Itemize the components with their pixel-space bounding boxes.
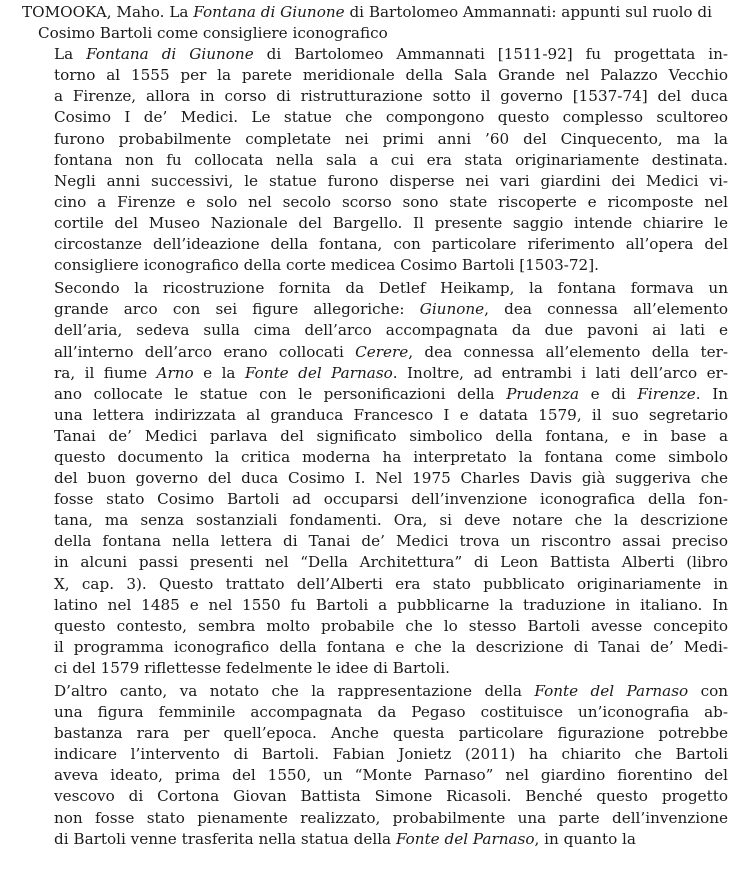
text-run: , dea connessa all’elemento	[484, 300, 728, 319]
text-line	[38, 786, 728, 807]
text-run: furono probabilmente completate nei primi anni ’60 del Cinquecento, ma la	[54, 129, 728, 148]
text-run: latino nel 1485 e nel 1550 fu Bartoli a pubblicarne la traduzione in italiano. In	[54, 595, 728, 614]
text-run: del buon governo del duca Cosimo I. Nel 1975 Charles Davis già suggeriva che	[54, 469, 728, 488]
text-run: Secondo la ricostruzione fornita da Detlef Heikamp, la fontana formava un	[54, 279, 728, 298]
text-run: torno al 1555 per la parete meridionale della Sala Grande nel Palazzo Vecchio	[54, 66, 728, 85]
text-run: dell’aria, sedeva sulla cima dell’arco accompagnata da due pavoni ai lati e	[54, 321, 728, 340]
text-run: e di	[579, 384, 638, 403]
italic-run: Fontana di Giunone	[86, 45, 254, 64]
italic-run: Fonte del Parnaso	[534, 682, 689, 700]
text-line	[38, 808, 728, 829]
text-run: La	[54, 45, 87, 64]
paragraph	[22, 681, 728, 850]
text-line	[38, 150, 728, 171]
text-line	[38, 278, 728, 299]
text-line	[38, 744, 728, 765]
text-line	[38, 637, 728, 658]
paragraph	[22, 278, 728, 679]
text-line	[38, 363, 728, 384]
paragraph	[22, 44, 728, 276]
text-line	[38, 616, 728, 637]
text-run: della fontana nella lettera di Tanai de’ Medici trova un riscontro assai preciso	[54, 532, 728, 551]
text-run: . Inoltre, ad entrambi i lati dell’arco er-	[392, 363, 728, 382]
text-run: circostanze dell’ideazione della fontana, con particolare riferimento all’opera del	[54, 235, 728, 254]
text-run: X, cap. 3). Questo trattato dell’Alberti era stato pubblicato originariamente in	[54, 574, 728, 593]
text-line	[38, 384, 728, 405]
text-line	[38, 595, 728, 616]
text-line	[38, 426, 728, 447]
text-line	[38, 510, 728, 531]
author-name: TOMOOKA, Maho.	[22, 3, 165, 21]
article-heading	[22, 2, 728, 44]
text-line	[38, 192, 728, 213]
article-body	[22, 44, 728, 850]
text-run: di Bartolomeo Ammannati [1511-92] fu progettata in-	[253, 45, 729, 64]
text-run: aveva ideato, prima del 1550, un “Monte Parnaso” nel giardino fiorentino del	[54, 766, 728, 785]
italic-run: Prudenza	[506, 384, 580, 403]
text-run: una figura femminile accompagnata da Pegaso costituisce un’iconografia ab-	[54, 703, 728, 722]
text-line	[38, 552, 728, 573]
title-post: di Bartolomeo Ammannati: appunti sul ruolo di Cosimo Bartoli come consigliere iconografico	[38, 3, 712, 43]
text-run: cortile del Museo Nazionale del Bargello. Il presente saggio intende chiarire le	[54, 213, 728, 232]
title-pre: La	[169, 3, 189, 21]
text-run: indicare l’intervento di Bartoli. Fabian Jonietz (2011) ha chiarito che Bartoli	[54, 745, 728, 764]
text-run: bastanza rara per quell’epoca. Anche questa particolare figurazione potrebbe	[54, 724, 728, 743]
text-run: , dea connessa all’elemento della ter-	[408, 342, 728, 361]
text-run: D’altro canto, va notato che la rappresentazione della	[54, 682, 535, 700]
text-run: non fosse stato pienamente realizzato, probabilmente una parte dell’invenzione	[54, 808, 728, 827]
italic-run: Firenze	[637, 384, 696, 403]
italic-run: Giunone	[419, 300, 485, 319]
text-line	[38, 681, 728, 702]
text-line	[38, 171, 728, 192]
text-line	[38, 489, 728, 510]
text-run: ano collocate le statue con le personificazioni della	[54, 384, 507, 403]
text-line	[38, 299, 728, 320]
text-run: Tanai de’ Medici parlava del significato simbolico della fontana, e in base a	[54, 426, 728, 445]
text-run: il programma iconografico della fontana e che la descrizione di Tanai de’ Medi-	[54, 637, 728, 656]
text-run: , in quanto la	[534, 829, 636, 848]
text-line	[38, 765, 728, 786]
italic-run: Cerere	[355, 342, 409, 361]
text-line	[38, 320, 728, 341]
text-run: e la	[193, 363, 245, 382]
text-run: una lettera indirizzata al granduca Francesco I e datata 1579, il suo segretario	[54, 405, 728, 424]
text-run: tana, ma senza sostanziali fondamenti. Ora, si deve notare che la descrizione	[54, 511, 728, 530]
italic-run: Fonte del Parnaso	[244, 363, 393, 382]
text-line	[38, 658, 728, 679]
text-line	[38, 129, 728, 150]
text-line	[38, 574, 728, 595]
text-run: consigliere iconografico della corte medicea Cosimo Bartoli [1503-72].	[54, 256, 599, 275]
text-line	[38, 107, 728, 128]
text-line	[38, 86, 728, 107]
text-run: Negli anni successivi, le statue furono disperse nei vari giardini dei Medici vi-	[54, 171, 728, 190]
text-line	[38, 234, 728, 255]
text-line	[38, 65, 728, 86]
text-run: a Firenze, allora in corso di ristrutturazione sotto il governo [1537-74] del duca	[54, 87, 728, 106]
text-run: questo contesto, sembra molto probabile che lo stesso Bartoli avesse concepito	[54, 616, 728, 635]
text-run: all’interno dell’arco erano collocati	[54, 342, 356, 361]
text-run: grande arco con sei figure allegoriche:	[54, 300, 420, 319]
text-run: con	[688, 682, 728, 700]
text-run: fontana non fu collocata nella sala a cui era stata originariamente destinata.	[54, 150, 728, 169]
text-line	[38, 723, 728, 744]
text-line	[38, 405, 728, 426]
text-line	[38, 342, 728, 363]
text-line	[38, 447, 728, 468]
text-line	[38, 44, 728, 65]
text-run: . In	[695, 384, 728, 403]
text-run: in alcuni passi presenti nel “Della Architettura” di Leon Battista Alberti (libro	[54, 553, 728, 572]
text-run: ra, il fiume	[54, 363, 157, 382]
text-line	[38, 531, 728, 552]
italic-run: Arno	[156, 363, 194, 382]
text-line	[38, 468, 728, 489]
text-line	[38, 702, 728, 723]
text-run: vescovo di Cortona Giovan Battista Simone Ricasoli. Benché questo progetto	[54, 787, 728, 806]
text-run: ci del 1579 riflettesse fedelmente le idee di Bartoli.	[54, 658, 450, 677]
title-italic: Fontana di Giunone	[193, 3, 345, 21]
text-run: cino a Firenze e solo nel secolo scorso sono state riscoperte e ricomposte nel	[54, 192, 728, 211]
text-run: fosse stato Cosimo Bartoli ad occuparsi dell’invenzione iconografica della fon-	[54, 490, 728, 509]
text-run: di Bartoli venne trasferita nella statua della	[54, 829, 396, 848]
text-line	[38, 255, 728, 276]
text-run: Cosimo I de’ Medici. Le statue che compongono questo complesso scultoreo	[54, 108, 728, 127]
text-run: questo documento la critica moderna ha interpretato la fontana come simbolo	[54, 447, 728, 466]
italic-run: Fonte del Parnaso	[395, 829, 535, 848]
text-line	[38, 829, 728, 850]
text-line	[38, 213, 728, 234]
